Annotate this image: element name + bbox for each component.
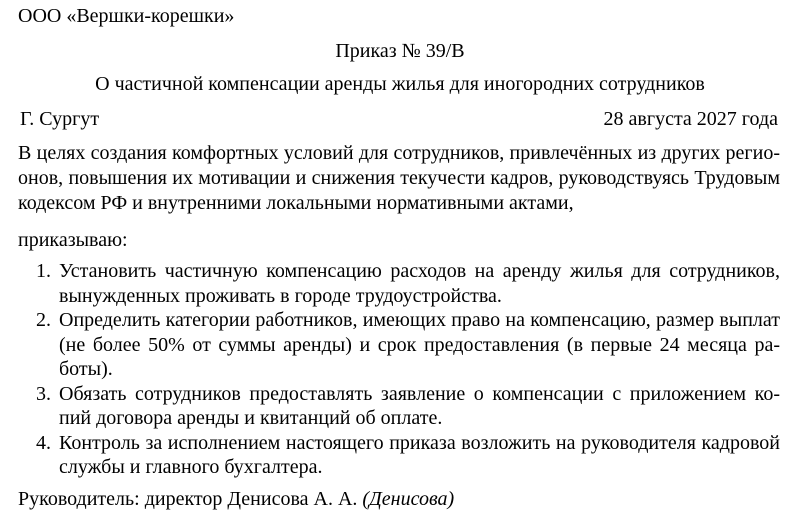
item-number: 2. (36, 309, 51, 331)
order-item (36, 259, 780, 308)
order-item (36, 431, 780, 480)
item-text (59, 259, 780, 308)
company-name: ООО «Вершки-корешки» (18, 5, 235, 27)
item-line: Установить частичную компенсацию расходов на аренду жилья для сотрудников, (59, 260, 780, 282)
item-line: (не более 50% от суммы аренды) и срок предоставления (в первые 24 месяца ра- (59, 333, 780, 356)
order-word: приказываю: (18, 229, 128, 251)
preamble-paragraph (18, 141, 780, 216)
order-date: 28 августа 2027 года (603, 108, 778, 130)
order-item (36, 308, 780, 382)
item-line: вынужденных проживать в городе трудоустройства. (59, 284, 502, 307)
item-line: пий договора аренды и квитанций об оплате. (59, 407, 443, 429)
preamble-line: кодексом РФ и внутренними локальными нормативными актами, (18, 192, 574, 214)
city: Г. Сургут (20, 108, 100, 130)
item-text (59, 382, 780, 431)
item-line: Определить категории работников, имеющих право на компенсацию, размер выплат (59, 309, 780, 331)
preamble-line: В целях создания комфортных условий для сотрудников, привлечённых из других регио- (18, 142, 780, 164)
item-number: 1. (36, 260, 51, 282)
item-text (59, 308, 780, 382)
order-items-list (0, 259, 800, 480)
item-text (59, 431, 780, 480)
signature-label: Руководитель: директор Денисова А. А. (18, 488, 358, 510)
order-title: Приказ № 39/В (335, 40, 465, 62)
item-number: 3. (36, 382, 51, 405)
item-line: службы и главного бухгалтера. (59, 456, 323, 478)
item-number: 4. (36, 431, 51, 454)
preamble-line: онов, повышения их мотивации и снижения текучести кадров, руководствуясь Трудовым (18, 167, 780, 189)
handwritten-signature: (Денисова) (362, 488, 455, 510)
order-item (36, 382, 780, 431)
item-line: боты). (59, 358, 113, 380)
signature-line (18, 487, 454, 511)
item-line: Контроль за исполнением настоящего приказа возложить на руководителя кадровой (59, 431, 780, 454)
order-subject: О частичной компенсации аренды жилья для иногородних сотрудников (95, 73, 705, 95)
item-line: Обязать сотрудников предоставлять заявление о компенсации с приложением ко- (59, 382, 780, 405)
